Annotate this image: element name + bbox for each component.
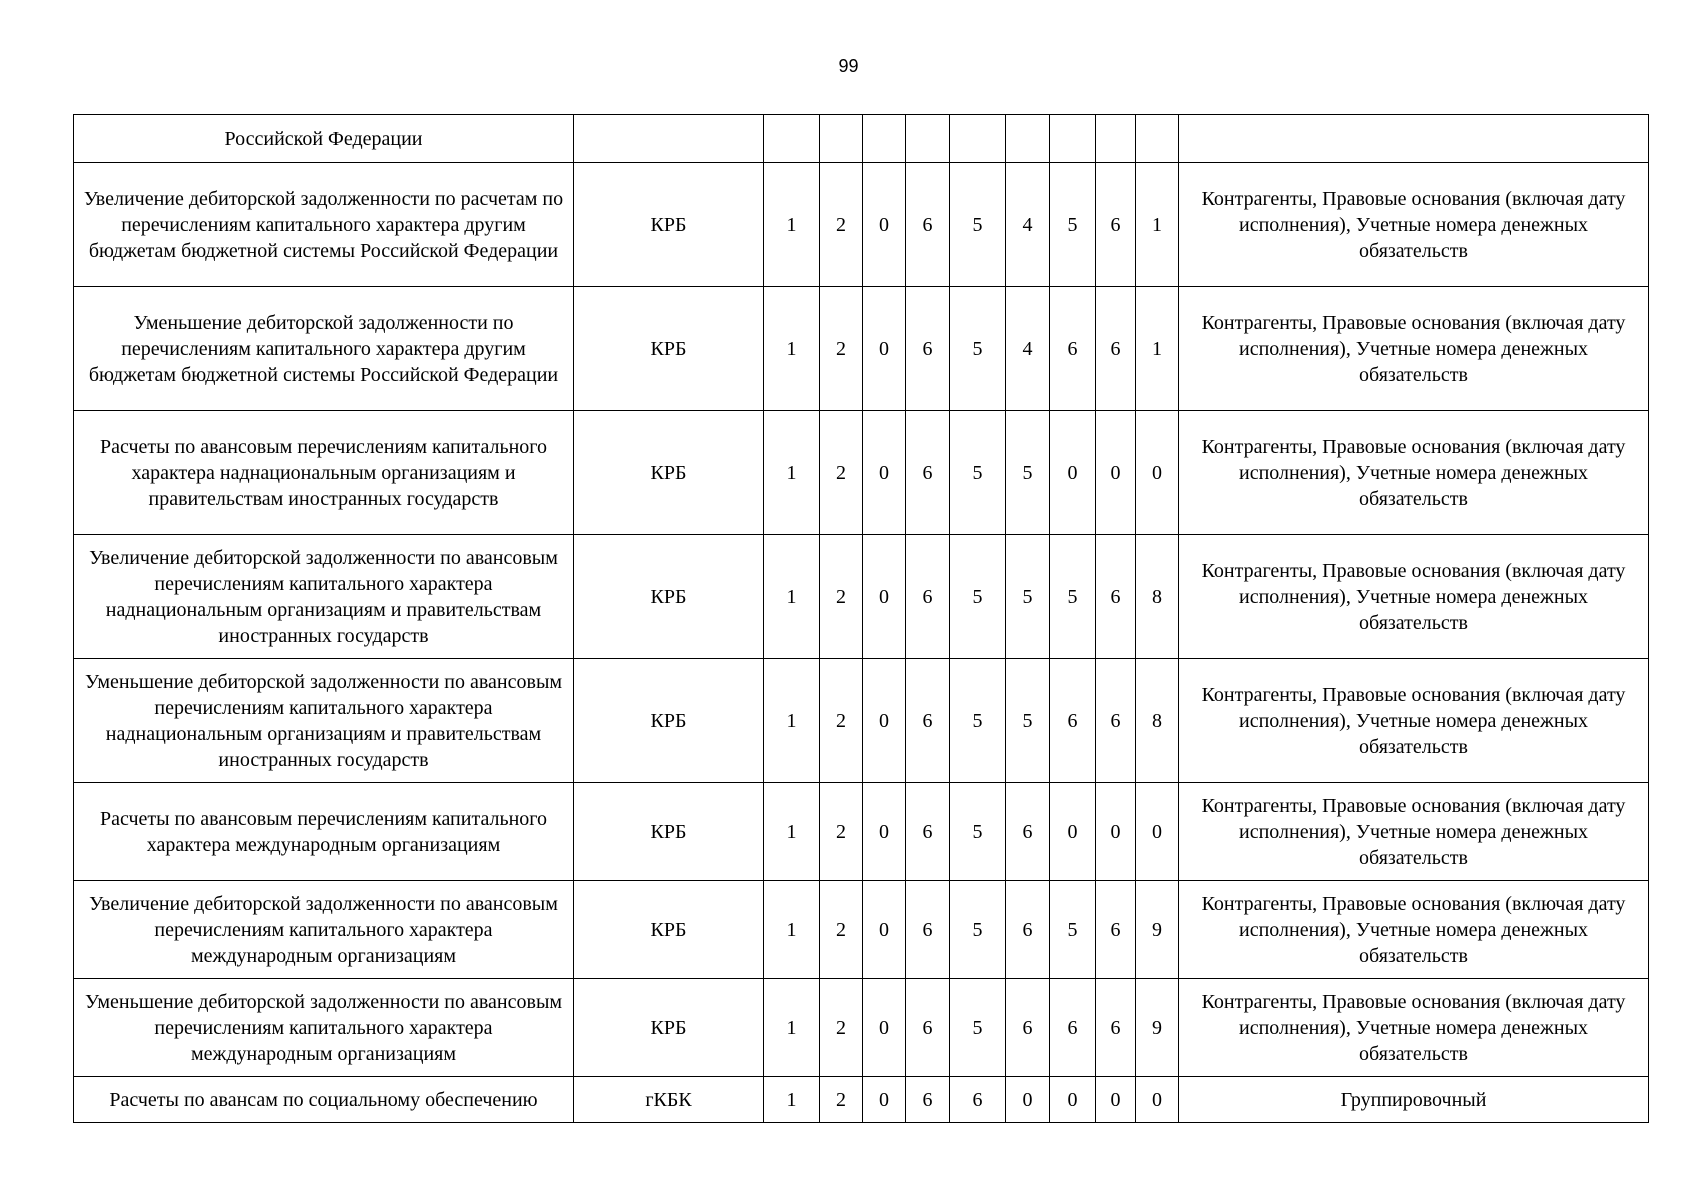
page-number: 99 <box>838 56 859 76</box>
account-code-digit-cell: 6 <box>906 881 950 979</box>
account-code-digit-cell: 6 <box>906 659 950 783</box>
analytics-cell: Контрагенты, Правовые основания (включая дату исполнения), Учетные номера денежных обязательств <box>1179 163 1649 287</box>
table-row <box>74 1077 1649 1123</box>
account-code-digit-cell: 6 <box>906 411 950 535</box>
account-code-digit-cell: 5 <box>950 287 1006 411</box>
account-code-digit-cell: 5 <box>950 659 1006 783</box>
account-code-digit-cell: 5 <box>950 163 1006 287</box>
account-code-digit-cell: 4 <box>1006 163 1050 287</box>
table-row <box>74 411 1649 535</box>
account-name-cell: Расчеты по авансовым перечислениям капитального характера международным организациям <box>74 783 574 881</box>
account-code-digit-cell: 6 <box>906 535 950 659</box>
account-code-digit-cell <box>1136 115 1179 163</box>
account-code-digit-cell: 5 <box>950 979 1006 1077</box>
account-code-digit-cell: 9 <box>1136 881 1179 979</box>
account-code-digit-cell: 1 <box>1136 163 1179 287</box>
account-code-digit-cell: 6 <box>1050 979 1096 1077</box>
account-code-digit-cell: 6 <box>1096 659 1136 783</box>
account-code-digit-cell <box>820 115 863 163</box>
account-code-digit-cell: 5 <box>1006 535 1050 659</box>
account-code-digit-cell: 1 <box>1136 287 1179 411</box>
account-name-cell: Российской Федерации <box>74 115 574 163</box>
account-code-digit-cell: 5 <box>950 535 1006 659</box>
account-name-cell: Расчеты по авансам по социальному обеспечению <box>74 1077 574 1123</box>
analytics-cell: Контрагенты, Правовые основания (включая дату исполнения), Учетные номера денежных обязательств <box>1179 287 1649 411</box>
table-row <box>74 979 1649 1077</box>
account-code-digit-cell <box>863 115 906 163</box>
account-name-cell: Увеличение дебиторской задолженности по авансовым перечислениям капитального характера международным организациям <box>74 881 574 979</box>
account-code-digit-cell <box>764 115 820 163</box>
account-code-digit-cell: 1 <box>764 535 820 659</box>
account-code-digit-cell: 1 <box>764 659 820 783</box>
account-code-digit-cell: 0 <box>863 659 906 783</box>
account-code-digit-cell: 0 <box>1006 1077 1050 1123</box>
account-name-cell: Уменьшение дебиторской задолженности по перечислениям капитального характера другим бюджетам бюджетной системы Российской Федерации <box>74 287 574 411</box>
account-code-digit-cell: 6 <box>1050 659 1096 783</box>
account-code-digit-cell <box>906 115 950 163</box>
account-code-digit-cell: 1 <box>764 881 820 979</box>
account-type-cell: КРБ <box>574 287 764 411</box>
account-code-digit-cell: 6 <box>906 783 950 881</box>
account-code-digit-cell: 1 <box>764 287 820 411</box>
account-code-digit-cell: 0 <box>1050 411 1096 535</box>
account-code-digit-cell: 0 <box>863 881 906 979</box>
account-code-digit-cell: 0 <box>863 783 906 881</box>
account-code-digit-cell: 5 <box>1006 659 1050 783</box>
account-name-cell: Расчеты по авансовым перечислениям капитального характера наднациональным организациям и правительствам иностранных государств <box>74 411 574 535</box>
account-type-cell: КРБ <box>574 411 764 535</box>
account-code-digit-cell: 1 <box>764 411 820 535</box>
account-code-digit-cell: 5 <box>950 411 1006 535</box>
account-code-digit-cell: 6 <box>1096 163 1136 287</box>
account-code-digit-cell: 5 <box>1050 881 1096 979</box>
account-code-digit-cell: 2 <box>820 979 863 1077</box>
account-code-digit-cell: 2 <box>820 535 863 659</box>
account-type-cell: КРБ <box>574 659 764 783</box>
account-code-digit-cell: 6 <box>1096 979 1136 1077</box>
account-type-cell: КРБ <box>574 163 764 287</box>
account-code-digit-cell: 0 <box>1050 783 1096 881</box>
account-code-digit-cell: 5 <box>950 881 1006 979</box>
account-code-digit-cell: 1 <box>764 979 820 1077</box>
account-code-digit-cell: 0 <box>1136 783 1179 881</box>
account-code-digit-cell: 2 <box>820 881 863 979</box>
table-row <box>74 881 1649 979</box>
account-code-digit-cell: 5 <box>1050 535 1096 659</box>
analytics-cell: Контрагенты, Правовые основания (включая дату исполнения), Учетные номера денежных обязательств <box>1179 659 1649 783</box>
account-code-digit-cell: 8 <box>1136 535 1179 659</box>
account-code-digit-cell: 9 <box>1136 979 1179 1077</box>
account-code-digit-cell: 6 <box>950 1077 1006 1123</box>
account-code-digit-cell: 1 <box>764 1077 820 1123</box>
account-name-cell: Увеличение дебиторской задолженности по авансовым перечислениям капитального характера наднациональным организациям и правительствам иностранных государств <box>74 535 574 659</box>
account-code-digit-cell: 2 <box>820 783 863 881</box>
analytics-cell: Контрагенты, Правовые основания (включая дату исполнения), Учетные номера денежных обязательств <box>1179 979 1649 1077</box>
account-name-cell: Уменьшение дебиторской задолженности по авансовым перечислениям капитального характера международным организациям <box>74 979 574 1077</box>
account-code-digit-cell: 6 <box>1050 287 1096 411</box>
account-code-digit-cell <box>1006 115 1050 163</box>
table-row <box>74 115 1649 163</box>
table-row <box>74 535 1649 659</box>
analytics-cell: Контрагенты, Правовые основания (включая дату исполнения), Учетные номера денежных обязательств <box>1179 783 1649 881</box>
account-code-digit-cell: 0 <box>1096 783 1136 881</box>
account-code-digit-cell: 0 <box>1136 411 1179 535</box>
account-code-digit-cell: 0 <box>863 411 906 535</box>
analytics-cell <box>1179 115 1649 163</box>
account-code-digit-cell: 6 <box>906 979 950 1077</box>
account-name-cell: Увеличение дебиторской задолженности по расчетам по перечислениям капитального характера другим бюджетам бюджетной системы Российской Федерации <box>74 163 574 287</box>
account-code-digit-cell <box>950 115 1006 163</box>
account-code-digit-cell: 2 <box>820 1077 863 1123</box>
table-row <box>74 287 1649 411</box>
account-code-digit-cell: 6 <box>1096 535 1136 659</box>
table-row <box>74 783 1649 881</box>
account-name-cell: Уменьшение дебиторской задолженности по авансовым перечислениям капитального характера наднациональным организациям и правительствам иностранных государств <box>74 659 574 783</box>
account-code-digit-cell: 5 <box>950 783 1006 881</box>
table-row <box>74 659 1649 783</box>
account-type-cell: КРБ <box>574 979 764 1077</box>
account-code-digit-cell: 6 <box>1096 287 1136 411</box>
account-code-digit-cell: 0 <box>863 979 906 1077</box>
account-code-digit-cell: 6 <box>1096 881 1136 979</box>
account-code-digit-cell: 8 <box>1136 659 1179 783</box>
account-type-cell: КРБ <box>574 783 764 881</box>
account-code-digit-cell: 6 <box>906 1077 950 1123</box>
account-type-cell: КРБ <box>574 881 764 979</box>
analytics-cell: Контрагенты, Правовые основания (включая дату исполнения), Учетные номера денежных обязательств <box>1179 535 1649 659</box>
account-code-digit-cell <box>1050 115 1096 163</box>
accounts-table <box>73 114 1649 1123</box>
account-type-cell: КРБ <box>574 535 764 659</box>
account-type-cell <box>574 115 764 163</box>
table-row <box>74 163 1649 287</box>
account-code-digit-cell: 5 <box>1050 163 1096 287</box>
account-code-digit-cell: 0 <box>1096 1077 1136 1123</box>
account-code-digit-cell: 2 <box>820 659 863 783</box>
account-code-digit-cell: 0 <box>863 1077 906 1123</box>
account-code-digit-cell: 0 <box>1096 411 1136 535</box>
account-code-digit-cell: 0 <box>863 535 906 659</box>
account-code-digit-cell: 0 <box>863 163 906 287</box>
account-code-digit-cell: 0 <box>1136 1077 1179 1123</box>
account-code-digit-cell: 4 <box>1006 287 1050 411</box>
account-type-cell: гКБК <box>574 1077 764 1123</box>
account-code-digit-cell: 1 <box>764 783 820 881</box>
analytics-cell: Контрагенты, Правовые основания (включая дату исполнения), Учетные номера денежных обязательств <box>1179 411 1649 535</box>
account-code-digit-cell: 1 <box>764 163 820 287</box>
account-code-digit-cell <box>1096 115 1136 163</box>
account-code-digit-cell: 6 <box>906 287 950 411</box>
account-code-digit-cell: 5 <box>1006 411 1050 535</box>
account-code-digit-cell: 2 <box>820 163 863 287</box>
analytics-cell: Контрагенты, Правовые основания (включая дату исполнения), Учетные номера денежных обязательств <box>1179 881 1649 979</box>
account-code-digit-cell: 6 <box>1006 979 1050 1077</box>
account-code-digit-cell: 6 <box>906 163 950 287</box>
analytics-cell: Группировочный <box>1179 1077 1649 1123</box>
account-code-digit-cell: 0 <box>1050 1077 1096 1123</box>
account-code-digit-cell: 2 <box>820 287 863 411</box>
account-code-digit-cell: 6 <box>1006 783 1050 881</box>
account-code-digit-cell: 6 <box>1006 881 1050 979</box>
account-code-digit-cell: 2 <box>820 411 863 535</box>
account-code-digit-cell: 0 <box>863 287 906 411</box>
